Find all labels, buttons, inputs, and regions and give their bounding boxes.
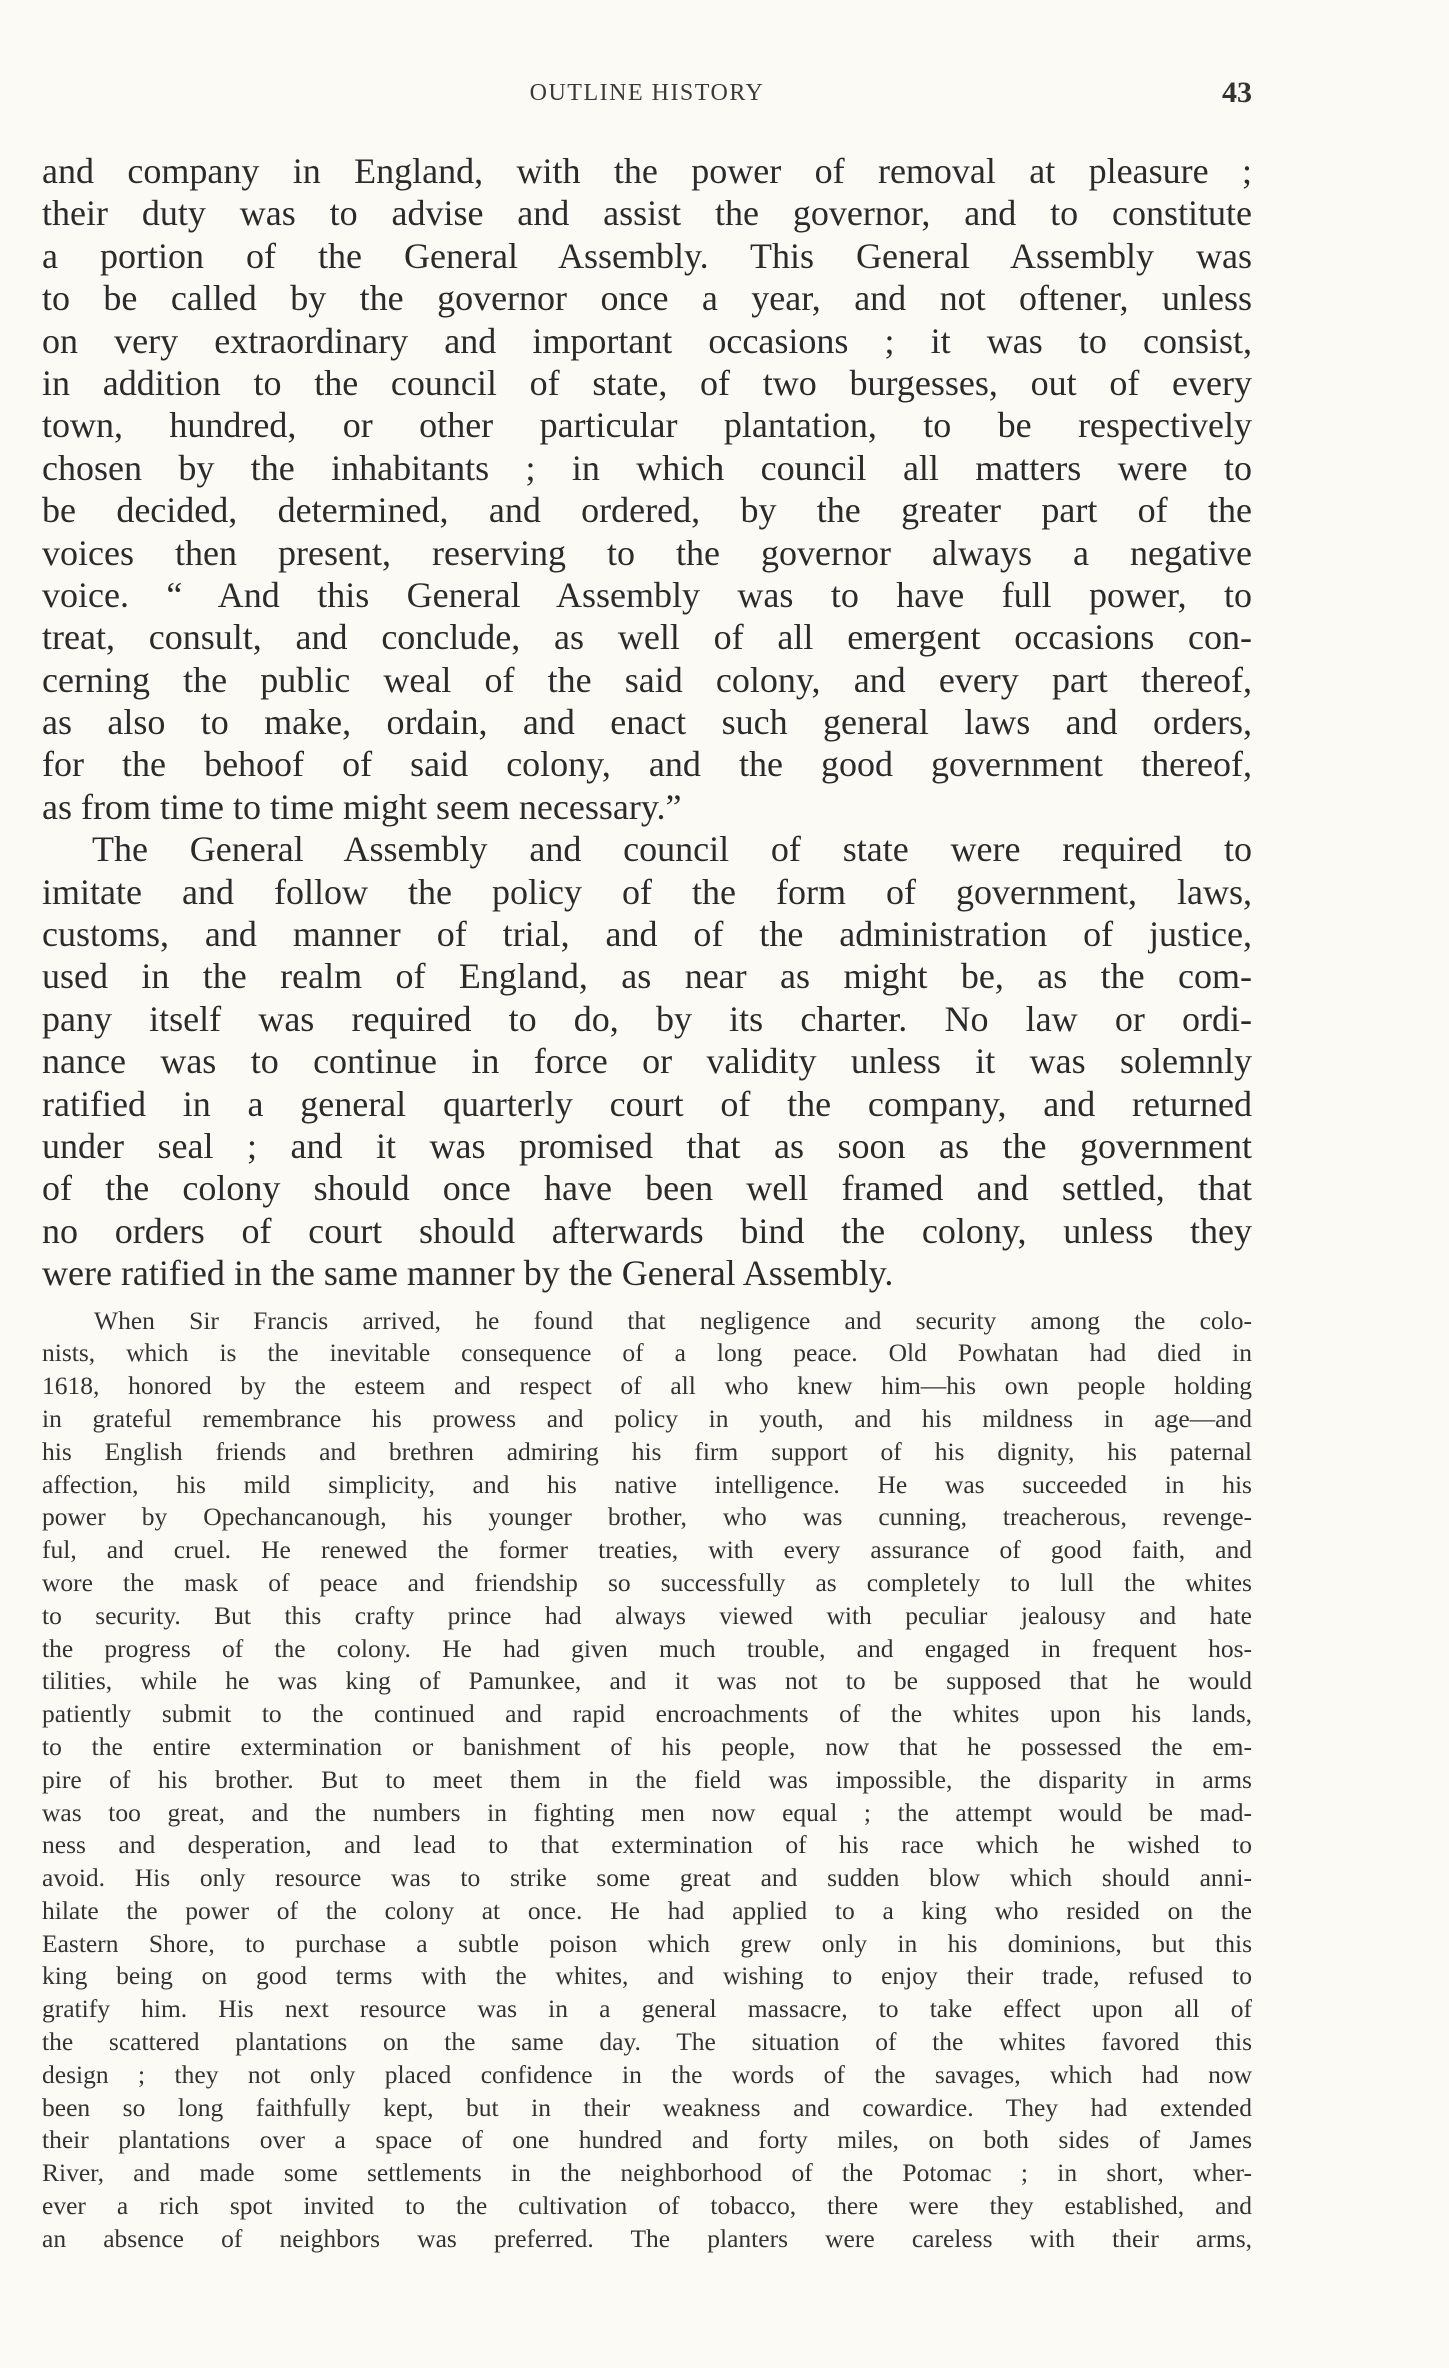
footnote-line: king being on good terms with the whites, and wishing to enjoy their trade, refused to <box>42 1961 1252 1991</box>
footnote-line: nists, which is the inevitable consequence of a long peace. Old Powhatan had died in <box>42 1338 1252 1368</box>
footnote-line: his English friends and brethren admiring his firm support of his dignity, his paternal <box>42 1436 1252 1466</box>
footnote-line: in grateful remembrance his prowess and policy in youth, and his mildness in age—and <box>42 1403 1252 1433</box>
footnote-line: Eastern Shore, to purchase a subtle poison which grew only in his dominions, but this <box>42 1928 1252 1958</box>
footnote-line: patiently submit to the continued and rapid encroachments of the whites upon his lands, <box>42 1699 1252 1729</box>
footnote-line: been so long faithfully kept, but in their weakness and cowardice. They had extended <box>42 2092 1252 2122</box>
footnote-line: an absence of neighbors was preferred. The planters were careless with their arms, <box>42 2223 1252 2253</box>
paragraph <box>42 828 1252 1294</box>
text-line: to be called by the governor once a year, and not oftener, unless <box>42 278 1252 319</box>
text-line: no orders of court should afterwards bind the colony, unless they <box>42 1210 1252 1251</box>
footnote-line: tilities, while he was king of Pamunkee, and it was not to be supposed that he would <box>42 1666 1252 1696</box>
text-line: pany itself was required to do, by its charter. No law or ordi- <box>42 998 1252 1039</box>
text-line: nance was to continue in force or validity unless it was solemnly <box>42 1041 1252 1082</box>
text-line: of the colony should once have been well framed and settled, that <box>42 1168 1252 1209</box>
text-line: as also to make, ordain, and enact such general laws and orders, <box>42 702 1252 743</box>
footnote-line: to the entire extermination or banishment of his people, now that he possessed the em- <box>42 1731 1252 1761</box>
page-header <box>42 76 1252 116</box>
footnote-line: gratify him. His next resource was in a general massacre, to take effect upon all of <box>42 1994 1252 2024</box>
footnote-line: affection, his mild simplicity, and his native intelligence. He was succeeded in his <box>42 1469 1252 1499</box>
footnote-line: ful, and cruel. He renewed the former treaties, with every assurance of good faith, and <box>42 1535 1252 1565</box>
text-line: The General Assembly and council of state were required to <box>92 829 1252 870</box>
text-line: their duty was to advise and assist the governor, and to constitute <box>42 193 1252 234</box>
text-line: on very extraordinary and important occasions ; it was to consist, <box>42 320 1252 361</box>
footnote-line: wore the mask of peace and friendship so successfully as completely to lull the whites <box>42 1567 1252 1597</box>
text-line: under seal ; and it was promised that as soon as the government <box>42 1125 1252 1166</box>
text-line: ratified in a general quarterly court of the company, and returned <box>42 1083 1252 1124</box>
footnote-line: ness and desperation, and lead to that extermination of his race which he wished to <box>42 1830 1252 1860</box>
footnote-line: their plantations over a space of one hundred and forty miles, on both sides of James <box>42 2125 1252 2155</box>
text-line: chosen by the inhabitants ; in which council all matters were to <box>42 447 1252 488</box>
text-line: voice. “ And this General Assembly was to have full power, to <box>42 574 1252 615</box>
footnote-line: was too great, and the numbers in fighting men now equal ; the attempt would be mad- <box>42 1797 1252 1827</box>
footnote-line: design ; they not only placed confidence in the words of the savages, which had now <box>42 2059 1252 2089</box>
text-line: customs, and manner of trial, and of the administration of justice, <box>42 914 1252 955</box>
text-line: be decided, determined, and ordered, by the greater part of the <box>42 490 1252 531</box>
footnote-line: ever a rich spot invited to the cultivation of tobacco, there were they established, and <box>42 2191 1252 2221</box>
text-line: a portion of the General Assembly. This General Assembly was <box>42 235 1252 276</box>
page-number: 43 <box>1222 76 1252 109</box>
text-line: imitate and follow the policy of the form of government, laws, <box>42 871 1252 912</box>
paragraph <box>42 150 1252 828</box>
footnote-text <box>42 1305 1252 2256</box>
text-line: were ratified in the same manner by the General Assembly. <box>42 1253 894 1294</box>
footnote-line: avoid. His only resource was to strike some great and sudden blow which should anni- <box>42 1863 1252 1893</box>
text-line: in addition to the council of state, of two burgesses, out of every <box>42 362 1252 403</box>
text-line: treat, consult, and conclude, as well of all emergent occasions con- <box>42 617 1252 658</box>
text-line: as from time to time might seem necessary.” <box>42 786 682 827</box>
footnote-line: power by Opechancanough, his younger brother, who was cunning, treacherous, revenge- <box>42 1502 1252 1532</box>
footnote-line: pire of his brother. But to meet them in the field was impossible, the disparity in arms <box>42 1764 1252 1794</box>
text-line: cerning the public weal of the said colony, and every part thereof, <box>42 659 1252 700</box>
footnote-line: When Sir Francis arrived, he found that negligence and security among the colo- <box>94 1305 1252 1335</box>
text-line: and company in England, with the power of removal at pleasure ; <box>42 151 1252 191</box>
footnote-line: hilate the power of the colony at once. He had applied to a king who resided on the <box>42 1895 1252 1925</box>
footnote-line: 1618, honored by the esteem and respect of all who knew him—his own people holding <box>42 1371 1252 1401</box>
page-body <box>42 150 1252 2256</box>
running-title: OUTLINE HISTORY <box>529 80 765 106</box>
text-line: town, hundred, or other particular plantation, to be respectively <box>42 405 1252 446</box>
footnote-line: River, and made some settlements in the neighborhood of the Potomac ; in short, wher- <box>42 2158 1252 2188</box>
text-line: for the behoof of said colony, and the good government thereof, <box>42 744 1252 785</box>
footnote-line: the scattered plantations on the same day. The situation of the whites favored this <box>42 2027 1252 2057</box>
footnote-line: the progress of the colony. He had given much trouble, and engaged in frequent hos- <box>42 1633 1252 1663</box>
main-text <box>42 150 1252 1295</box>
text-line: voices then present, reserving to the governor always a negative <box>42 532 1252 573</box>
footnote-line: to security. But this crafty prince had always viewed with peculiar jealousy and hate <box>42 1600 1252 1630</box>
text-line: used in the realm of England, as near as might be, as the com- <box>42 956 1252 997</box>
